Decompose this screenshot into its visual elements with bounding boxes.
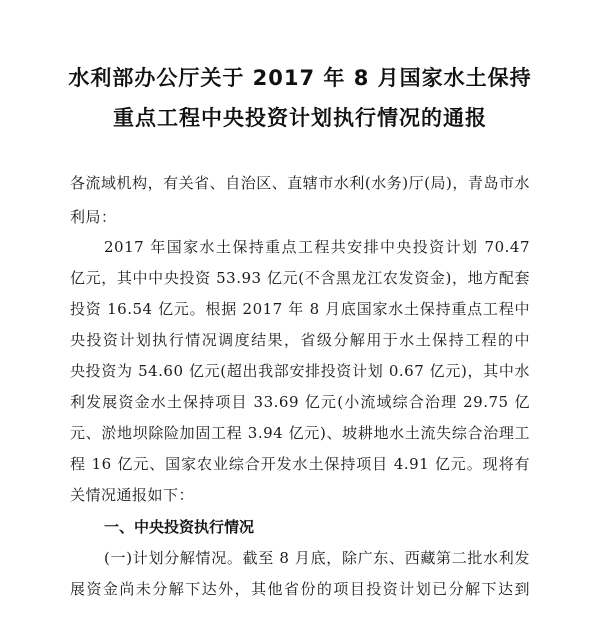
para1-line-2: 亿元，其中中央投资 53.93 亿元(不含黑龙江农发资金)，地方配套 — [70, 269, 530, 287]
para2-line-1: (一)计划分解情况。截至 8 月底，除广东、西藏第二批水利发 — [104, 549, 530, 567]
para2-line-2: 展资金尚未分解下达外，其他省份的项目投资计划已分解下达到 — [70, 580, 530, 598]
section-heading: 一、中央投资执行情况 — [104, 518, 255, 536]
para1-line-6: 利发展资金水土保持项目 33.69 亿元(小流域综合治理 29.75 亿 — [70, 393, 530, 411]
para1-line-4: 央投资计划执行情况调度结果，省级分解用于水土保持工程的中 — [70, 331, 530, 349]
document-title-line-1: 水利部办公厅关于 2017 年 8 月国家水土保持 — [68, 66, 532, 90]
para1-line-1: 2017 年国家水土保持重点工程共安排中央投资计划 70.47 — [104, 238, 530, 256]
para1-line-7: 元、淤地坝除险加固工程 3.94 亿元)、坡耕地水土流失综合治理工 — [70, 424, 530, 442]
addressee-line-1: 各流域机构，有关省、自治区、直辖市水利(水务)厅(局)，青岛市水 — [70, 174, 530, 192]
para1-line-3: 投资 16.54 亿元。根据 2017 年 8 月底国家水土保持重点工程中 — [70, 300, 530, 318]
para1-line-5: 央投资为 54.60 亿元(超出我部安排投资计划 0.67 亿元)，其中水 — [70, 362, 530, 380]
para1-line-9: 关情况通报如下： — [70, 486, 195, 504]
document-title-line-2: 重点工程中央投资计划执行情况的通报 — [113, 106, 487, 130]
para1-line-8: 程 16 亿元、国家农业综合开发水土保持项目 4.91 亿元。现将有 — [70, 455, 530, 473]
addressee-line-2: 利局： — [70, 208, 117, 226]
